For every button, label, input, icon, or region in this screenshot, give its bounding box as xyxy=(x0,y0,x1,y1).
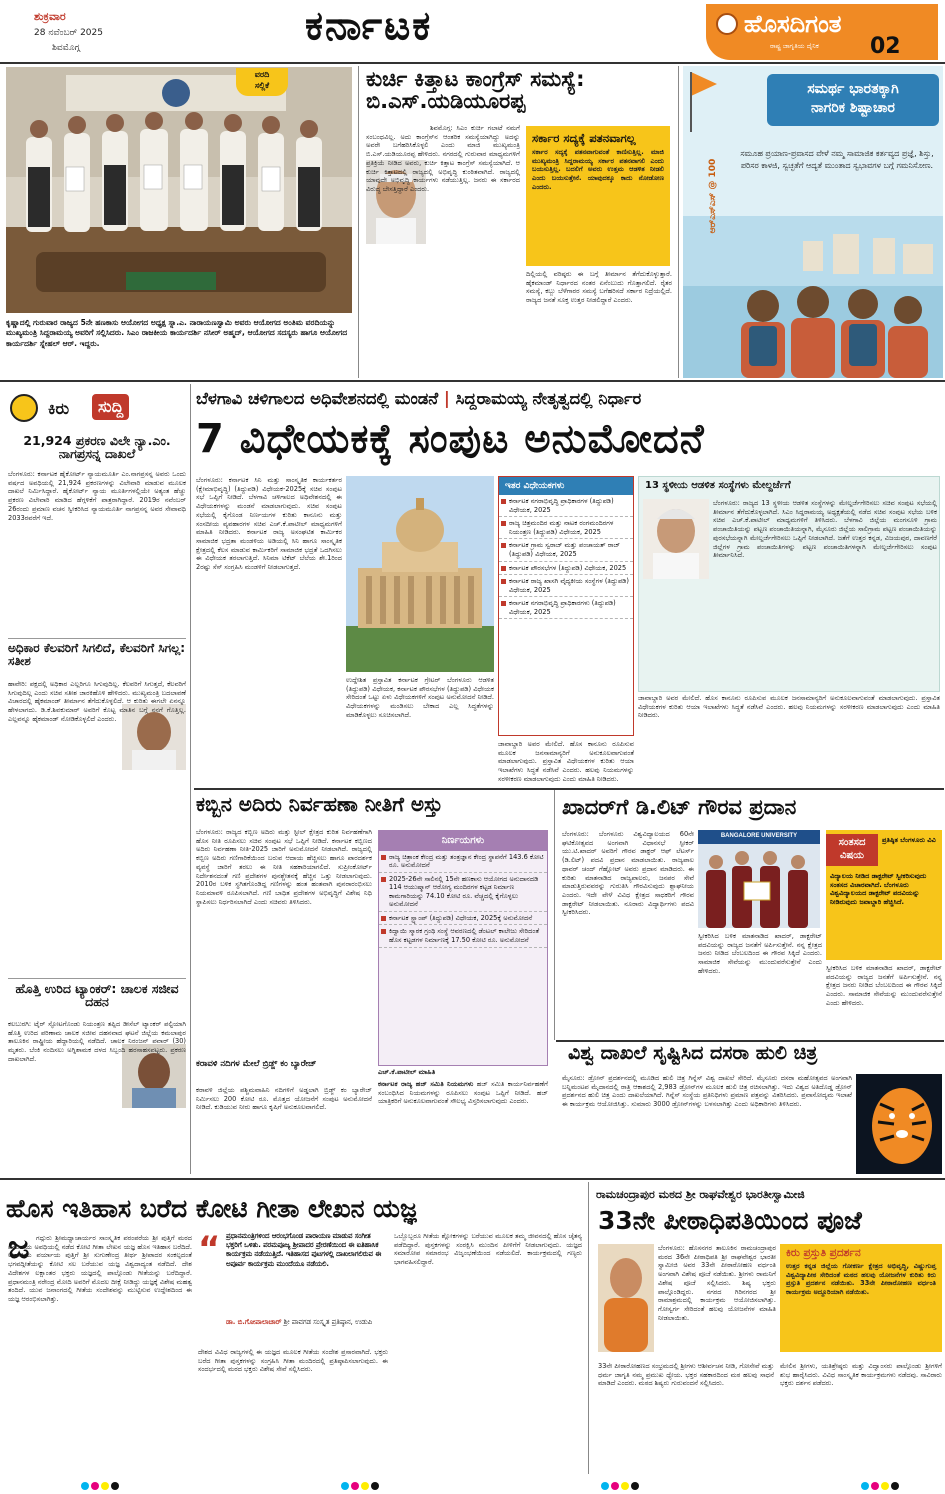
math-box-title: ಕಿರು ಪ್ರಸ್ತುತಿ ಪ್ರದರ್ಶನ xyxy=(786,1247,861,1259)
decisions-footer: ಎಚ್.ಕೆ.ಪಾಟೀಲ್ ಮಾಹಿತಿ xyxy=(378,1068,436,1076)
dasara-headline: ವಿಶ್ವ ದಾಖಲೆ ಸೃಷ್ಟಿಸಿದ ದಸರಾ ಹುಲಿ ಚಿತ್ರ xyxy=(568,1044,818,1064)
upgrade-continuation xyxy=(638,694,940,784)
kiru-news3-body: ಕಲಬುರಗಿ: ಟೈರ್ ಸ್ಫೋಟಗೊಂಡು ನಿಯಂತ್ರಣ ತಪ್ಪಿದ ಡೀಸೆಲ್ ಟ್ಯಾಂಕರ್ ಪಲ್ಟಿಯಾಗಿ ಹೊತ್ತಿ ಉರಿದ ಪರಿಣಾಮ ಚಾಲಕ ಸಜೀವ ದಹನವಾದ ಘಟನೆ ಜಿಲ್ಲೆಯ ಕಮಲಾಪುರ ತಾಲೂಕಿನ ರಾಷ್ಟ್ರೀಯ ಹೆದ್ದಾರಿಯಲ್ಲಿ ನಡೆದಿದೆ. ಚಾಲಕ ನಿರಂಜನ್ ಪವಾರ್ (30) ಮೃತರು. ಬೆಂಕಿ ನಂದಿಸಲು ಅಗ್ನಿಶಾಮಕ ದಳದ ಸಿಬ್ಬಂದಿ ಹರಸಾಹಸಪಟ್ಟರು. ಪ್ರಕರಣ ದಾಖಲಾಗಿದೆ. xyxy=(8,1020,186,1063)
report-badge-line2: ಸಲ್ಲಿಕೆ xyxy=(254,80,270,90)
kurchi-body-1: ಶಿವಮೊಗ್ಗ: ಸಿಎಂ ಕುರ್ಚಿ ಗಲಾಟೆ ನಮಗೆ ಸಂಬಂಧವಿಲ್ಲ. ಅದು ಕಾಂಗ್ರೆಸ್‌ನ ಆಂತರಿಕ ಸಮಸ್ಯೆಯಾಗಿದ್ದು ಅದನ್ನು ಅವರೇ ಬಗೆಹರಿಸಿಕೊಳ್ಳಲಿ ಎಂದು ಮಾಜಿ ಮುಖ್ಯಮಂತ್ರಿ ಬಿ.ಎಸ್.ಯಡಿಯೂರಪ್ಪ ಹೇಳಿದರು. ನಗರದಲ್ಲಿ ಗುರುವಾರ ಮಾಧ್ಯಮಗಳಿಗೆ ಪ್ರತಿಕ್ರಿಯೆ ನೀಡಿದ ಅವರು, ಕುರ್ಚಿ ಕಿತ್ತಾಟ ಕಾಂಗ್ರೆಸ್ ಸಮಸ್ಯೆಯಾಗಿದೆ. ಆ ಕುರ್ಚಿ ಕಿತ್ತಾಟದಲ್ಲಿ ರಾಜ್ಯದಲ್ಲಿ ಅಭಿವೃದ್ಧಿ ಕುಂಠಿತವಾಗಿದೆ. ರಾಜ್ಯದಲ್ಲಿ ಯಾವುದೇ ಅಭಿವೃದ್ಧಿ ಕಾರ್ಯಗಳು ನಡೆಯುತ್ತಿಲ್ಲ. ಜನರು ಈ ಸರ್ಕಾರದ ವಿರುದ್ಧ ಬೇಸತ್ತಿದ್ದಾರೆ ಎಂದರು. xyxy=(366,124,520,193)
dlit-box-title-l1: ಸಂತಸದ xyxy=(838,837,866,848)
kurchi-quote-body: ಸರ್ಕಾರ ಸದ್ಯಕ್ಕೆ ಪತನವಾಗುವಂತೆ ಕಾಣಿಸುತ್ತಿಲ್ಲ. ಮಾಜಿ ಮುಖ್ಯಮಂತ್ರಿ ಸಿದ್ದರಾಮಯ್ಯ ಸರ್ಕಾರ ಪತನವಾಗಲಿ ಎಂದು ಬಯಸುತ್ತಿಲ್ಲ. ಬದಲಿಗೆ ಅವರು ಉತ್ತಮ ಆಡಳಿತ ನೀಡಲಿ ಎಂದು ಬಯಸುತ್ತೇನೆ. ಯಾವುದಕ್ಕೂ ಕಾದು ನೋಡೋಣ ಎಂದರು. xyxy=(532,148,664,191)
gita-body-1: ಗದ್ಗುರು ಶ್ರೀಮಧ್ವಾಚಾರ್ಯರ ಸಾಂಸ್ಕೃತಿಕ ಪರಂಪರೆಯ ಶ್ರೀ ಪುತ್ತಿಗೆ ಮಠದ ಪರ್ಯಾಯ ಅವಧಿಯಲ್ಲಿ ನಡೆದ ಕೋಟಿ ಗೀತಾ ಲೇಖನ ಯಜ್ಞ ಹೊಸ ಇತಿಹಾಸ ಬರೆದಿದೆ. ಉಡುಪಿಯ ಪರ್ಯಾಯ ಪುತ್ತಿಗೆ ಶ್ರೀ ಸುಗುಣೇಂದ್ರ ತೀರ್ಥ ಶ್ರೀಪಾದರ ಸಂಕಲ್ಪದಂತೆ ಭಗವದ್ಗೀತೆಯನ್ನು ಕೋಟಿ ಸಲ ಬರೆಯುವ ಯಜ್ಞ ವಿಶ್ವದಾದ್ಯಂತ ನಡೆದಿದೆ. ದೇಶ ವಿದೇಶಗಳ ಲಕ್ಷಾಂತರ ಭಕ್ತರು ಯಜ್ಞದಲ್ಲಿ ಪಾಲ್ಗೊಂಡು ಗೀತೆಯನ್ನು ಬರೆದಿದ್ದಾರೆ. ಪ್ರಧಾನಮಂತ್ರಿ ನರೇಂದ್ರ ಮೋದಿ ಅವರಿಗೆ ಮೊದಲ ದೀಕ್ಷೆ ನೀಡಿದ್ದು ಯಜ್ಞಕ್ಕೆ ವಿಶೇಷ ಮಹತ್ವ ತಂದಿದೆ. ಯುವ ಜನಾಂಗದಲ್ಲಿ ಗೀತೆಯ ಸಂದೇಶವನ್ನು ಮುಟ್ಟಿಸುವ ಉದ್ದೇಶದಿಂದ ಈ ಯಜ್ಞ ಆರಂಭಿಸಲಾಗಿತ್ತು. xyxy=(8,1234,192,1303)
brand-block xyxy=(706,4,938,60)
masthead-day: ಶುಕ್ರವಾರ xyxy=(34,10,66,23)
kiru-news3-title: ಹೊತ್ತಿ ಉರಿದ ಟ್ಯಾಂಕರ್: ಚಾಲಕ ಸಜೀವ ದಹನ xyxy=(15,982,179,1010)
dasara-body: ಮೈಸೂರು: ಡ್ರೋನ್ ಪ್ರದರ್ಶನದಲ್ಲಿ ಮೂಡಿದ ಹುಲಿ ಚಿತ್ರ ಗಿನ್ನೆಸ್ ವಿಶ್ವ ದಾಖಲೆ ಸೇರಿದೆ. ಮೈಸೂರು ದಸರಾ ಮಹೋತ್ಸವದ ಅಂಗವಾಗಿ ಬನ್ನಿಮಂಟಪ ಮೈದಾನದಲ್ಲಿ ರಾತ್ರಿ ಆಕಾಶದಲ್ಲಿ 2,983 ಡ್ರೋನ್‌ಗಳ ಮೂಲಕ ಹುಲಿ ಚಿತ್ರ ರಚಿಸಲಾಗಿತ್ತು. ಇದು ವಿಶ್ವದ ಅತಿದೊಡ್ಡ ಡ್ರೋನ್ ಪ್ರದರ್ಶನದ ಹುಲಿ ಚಿತ್ರ ಎಂದು ದಾಖಲೆಯಾಗಿದೆ. ಗಿನ್ನೆಸ್ ಸಂಸ್ಥೆಯ ಪ್ರತಿನಿಧಿಗಳು ಪ್ರಮಾಣ ಪತ್ರವನ್ನು ವಿತರಿಸಿದರು. ಪ್ರವಾಸೋದ್ಯಮ ಇಲಾಖೆ ಈ ಕಾರ್ಯಕ್ರಮ ಆಯೋಜಿಸಿತ್ತು. ಸುಮಾರು 3000 ಡ್ರೋನ್‌ಗಳನ್ನು ಬಳಸಲಾಗಿತ್ತು ಎಂದು ಅಧಿಕಾರಿಗಳು ತಿಳಿಸಿದರು. xyxy=(562,1074,852,1109)
gita-quote-author-role: ಶ್ರೀ ಪಾವಗಡ ಸಂಸ್ಕೃತ ಪ್ರತಿಷ್ಠಾನ, ಉಡುಪಿ xyxy=(283,1318,373,1326)
campaign-title-box xyxy=(767,74,939,126)
report-badge-line1: ವರದಿ xyxy=(254,70,270,79)
photo-caption: ಕೃಷ್ಣಾದಲ್ಲಿ ಗುರುವಾರ ರಾಜ್ಯದ 5ನೇ ಹಣಕಾಸು ಆಯೋಗದ ಅಧ್ಯಕ್ಷ ಸ್ನಾ.ಎ. ನಾರಾಯಣಸ್ವಾಮಿ ಅವರು ಆಯೋಗದ ಅಂತಿಮ ವರದಿಯನ್ನು ಮುಖ್ಯಮಂತ್ರಿ ಸಿದ್ದರಾಮಯ್ಯ ಅವರಿಗೆ ಸಲ್ಲಿಸಿದರು. ಸಿಎಂ ರಾಜಕೀಯ ಕಾರ್ಯದರ್ಶಿ ನಸೀರ್ ಅಹ್ಮದ್, ಆಯೋಗದ ಸದಸ್ಯರು ಹಾಗೂ ಆಯೋಗದ ಕಾರ್ಯದರ್ಶಿ ಸ್ನೇಹಲ್ ಆರ್. ಇದ್ದರು. xyxy=(6,318,348,348)
other-bills-item: ಕರ್ನಾಟಕ ಪೌರಸಭೆಗಳ (ತಿದ್ದುಪಡಿ) ವಿಧೇಯಕ, 2025 xyxy=(499,562,633,576)
upgrade-body: ಬೆಂಗಳೂರು: ರಾಜ್ಯದ 13 ಸ್ಥಳೀಯ ಆಡಳಿತ ಸಂಸ್ಥೆಗಳನ್ನು ಮೇಲ್ದರ್ಜೆಗೇರಿಸಲು ಸಚಿವ ಸಂಪುಟ ಸಭೆಯಲ್ಲಿ ತೀರ್ಮಾನ ತೆಗೆದುಕೊಳ್ಳಲಾಗಿದೆ. ಸಿಎಂ ಸಿದ್ದರಾಮಯ್ಯ ಅಧ್ಯಕ್ಷತೆಯಲ್ಲಿ ನಡೆದ ಸಚಿವ ಸಂಪುಟ ಸಭೆಯ ಬಳಿಕ ಸಚಿವ ಎಚ್.ಕೆ.ಪಾಟೀಲ್ ಮಾಧ್ಯಮಗಳಿಗೆ ತಿಳಿಸಿದರು. ಬೆಳಗಾವಿ ಜಿಲ್ಲೆಯ ಮಂಗಸೂಳಿ ಗ್ರಾಮ ಪಂಚಾಯಿತಿಯನ್ನು ಪಟ್ಟಣ ಪಂಚಾಯಿತಿಯನ್ನಾಗಿ, ಮೈಸೂರು ಜಿಲ್ಲೆಯ ಸಾಲಿಗ್ರಾಮ ಪಟ್ಟಣ ಪಂಚಾಯಿತಿಯನ್ನು ಪುರಸಭೆಯನ್ನಾಗಿ ಮೇಲ್ದರ್ಜೆಗೇರಿಸಲು ಒಪ್ಪಿಗೆ ನೀಡಲಾಗಿದೆ. ಜತೆಗೆ ಉತ್ತರ ಕನ್ನಡ, ವಿಜಯಪುರ, ದಾವಣಗೆರೆ ಜಿಲ್ಲೆಗಳ ಗ್ರಾಮ ಪಂಚಾಯಿತಿಗಳನ್ನು ಪಟ್ಟಣ ಪಂಚಾಯಿತಿಗಳನ್ನಾಗಿ ಮೇಲ್ದರ್ಜೆಗೇರಿಸಲು ಸಂಪುಟ ತೀರ್ಮಾನಿಸಿದೆ. xyxy=(713,499,937,560)
campaign-side-label: ಆರ್‌ಎಸ್‌ಎಸ್ @ 100 xyxy=(707,158,718,234)
math-kicker: ರಾಮಚಂದ್ರಾಪುರ ಮಠದ ಶ್ರೀ ರಾಘವೇಶ್ವರ ಭಾರತೀಸ್ವಾಮೀಜಿ xyxy=(596,1188,805,1201)
other-bills-item: ಕರ್ನಾಟಕ ರಾಜ್ಯ ಖಾಸಗಿ ವೈದ್ಯಕೀಯ ಸಂಸ್ಥೆಗಳ (ತಿದ್ದುಪಡಿ) ವಿಧೇಯಕ, 2025 xyxy=(499,575,633,597)
report-badge xyxy=(236,68,288,96)
decisions-item: ರಾಜ್ಯ ಚಿತ್ರಾಂಕ ಕೇಂದ್ರ ಮತ್ತು ತಂತ್ರಜ್ಞಾನ ಕೇಂದ್ರ ಸ್ಥಾಪನೆಗೆ 143.6 ಕೋಟಿ ರೂ. ಅನುಮೋದನೆ xyxy=(379,851,547,873)
other-bills-item: ರಾಜ್ಯ ಚಿತ್ರಮಂದಿರ ಮತ್ತು ನಾಟಕ ರಂಗಮಂದಿರಗಳ ನಿಯಂತ್ರಣ (ತಿದ್ದುಪಡಿ) ವಿಧೇಯಕ, 2025 xyxy=(499,517,633,539)
kurchi-body-3: ದಿಲ್ಲಿಯಲ್ಲಿ ವರಿಷ್ಠರು ಈ ಬಗ್ಗೆ ತೀರ್ಮಾನ ತೆಗೆದುಕೊಳ್ಳುತ್ತಾರೆ. ಹೈಕಮಾಂಡ್ ನಿರ್ಧಾರದ ನಂತರ ಏನೆಂಬುದು ಗೊತ್ತಾಗಲಿದೆ. ರೈತರ ಸಮಸ್ಯೆ, ಕಬ್ಬು ಬೆಳೆಗಾರರ ಸಮಸ್ಯೆ ಬಗೆಹರಿಸದೆ ಸರ್ಕಾರ ನಿದ್ರೆಯಲ್ಲಿದೆ. ರಾಜ್ಯದ ಜನತೆ ಸೂಕ್ತ ಉತ್ತರ ನೀಡಲಿದ್ದಾರೆ ಎಂದರು. xyxy=(526,270,672,305)
haj-block xyxy=(378,1080,548,1172)
cabinet-body-3: ಜಾವಾಬ್ದಾರಿ ಅವರ ಮೇಲಿದೆ. ಹೊಸ ಕಾನೂನು ರೂಪಿಸುವ ಮೂಲಕ ಜನಸಾಮಾನ್ಯರಿಗೆ ಅನುಕೂಲವಾಗುವಂತೆ ಮಾಡಲಾಗುವುದು. ಪ್ರಸ್ತಾವಿತ ವಿಧೇಯಕಗಳ ಕುರಿತು ಆಯಾ ಇಲಾಖೆಗಳು ಸಿದ್ಧತೆ ನಡೆಸಿವೆ ಎಂದರು. ಹಲವು ನಿಯಮಗಳನ್ನು ಸರಳೀಕರಣ ಮಾಡಲಾಗುವುದು ಎಂದು ಮಾಹಿತಿ ನೀಡಿದರು. xyxy=(498,740,634,783)
section-title: ಕರ್ನಾಟಕ xyxy=(305,3,433,49)
gita-body-3: ಒಬ್ಬೊಬ್ಬರೂ ಗೀತೆಯ ಶ್ಲೋಕಗಳನ್ನು ಬರೆಯುವ ಮೂಲಕ ತಮ್ಮ ಜೀವನದಲ್ಲಿ ಹೊಸ ಚೈತನ್ಯ ಪಡೆದಿದ್ದಾರೆ. ಪುಸ್ತಕಗಳನ್ನು ಸಂರಕ್ಷಿಸಿ ಮುಂದಿನ ಪೀಳಿಗೆಗೆ ನೀಡಲಾಗುವುದು. ಯಜ್ಞದ ಸಮಾರೋಪ ಸಮಾರಂಭ ವಿಜೃಂಭಣೆಯಿಂದ ನಡೆಯಲಿದೆ. ಕಾರ್ಯಕ್ರಮದಲ್ಲಿ ಗಣ್ಯರು ಭಾಗವಹಿಸಲಿದ್ದಾರೆ. xyxy=(394,1232,582,1267)
gita-body-2: ದೇಶದ ವಿವಿಧ ರಾಜ್ಯಗಳಲ್ಲಿ ಈ ಯಜ್ಞದ ಮೂಲಕ ಗೀತೆಯ ಸಂದೇಶ ಪ್ರಸಾರವಾಗಿದೆ. ಭಕ್ತರು ಬರೆದ ಗೀತಾ ಪುಸ್ತಕಗಳನ್ನು ಸಂಗ್ರಹಿಸಿ ಗೀತಾ ಮಂದಿರದಲ್ಲಿ ಪ್ರತಿಷ್ಠಾಪಿಸಲಾಗುವುದು. ಈ ಸಂದರ್ಭದಲ್ಲಿ ಮಠದ ಭಕ್ತರು ವಿಶೇಷ ಸೇವೆ ಸಲ್ಲಿಸಿದರು. xyxy=(198,1348,388,1374)
megaphone-icon xyxy=(10,394,38,422)
dlit-body-3-text: ಸ್ವೀಕರಿಸಿದ ಬಳಿಕ ಮಾತನಾಡಿದ ಖಾದರ್, ಡಾಕ್ಟರೇಟ್ ಪದವಿಯನ್ನು ರಾಜ್ಯದ ಜನತೆಗೆ ಅರ್ಪಿಸುತ್ತೇನೆ. ನನ್ನ ಕ್ಷೇತ್ರದ ಜನರು ನೀಡಿದ ಬೆಂಬಲದಿಂದ ಈ ಗೌರವ ಸಿಕ್ಕಿದೆ ಎಂದರು. ಸಾಮಾಜಿಕ ಸೇವೆಯನ್ನು ಮುಂದುವರೆಸುತ್ತೇನೆ ಎಂದು ಹೇಳಿದರು. xyxy=(826,964,942,1007)
dlit-ceremony-photo xyxy=(698,830,820,928)
math-body-3: ಮೇಲಿನ ಶ್ರೀಗಳು, ಯತಿಶ್ರೇಷ್ಠರು ಮತ್ತು ವಿದ್ವಾಂಸರು ಪಾಲ್ಗೊಂಡು ಶ್ರೀಗಳಿಗೆ ಶುಭ ಹಾರೈಸಿದರು. ವಿವಿಧ ಸಾಂಸ್ಕೃತಿಕ ಕಾರ್ಯಕ್ರಮಗಳು ನಡೆದವು. ಸಾವಿರಾರು ಭಕ್ತರು ದರ್ಶನ ಪಡೆದರು. xyxy=(780,1362,942,1388)
math-body-1: ಬೆಂಗಳೂರು: ಹೊಸನಗರ ತಾಲೂಕಿನ ರಾಮಚಂದ್ರಾಪುರ ಮಠದ 36ನೇ ಪೀಠಾಧಿಪತಿ ಶ್ರೀ ರಾಘವೇಶ್ವರ ಭಾರತೀ ಸ್ವಾಮೀಜಿ ಅವರ 33ನೇ ಪೀಠಾರೋಹಣ ವರ್ಧಂತಿ ಅಂಗವಾಗಿ ವಿಶೇಷ ಪೂಜೆ ನಡೆಯಿತು. ಶ್ರೀಗಳು ರಾಮನಿಗೆ ವಿಶೇಷ ಪೂಜೆ ಸಲ್ಲಿಸಿದರು. ಶಿಷ್ಯ ಭಕ್ತರು ಪಾಲ್ಗೊಂಡಿದ್ದರು. ನಗರದ ಗಿರಿನಗರದ ಶ್ರೀ ರಾಮಾಶ್ರಮದಲ್ಲಿ ಕಾರ್ಯಕ್ರಮ ಆಯೋಜಿಸಲಾಗಿತ್ತು. ಗೋಸ್ವರ್ಗ ಸೇರಿದಂತೆ ಹಲವು ಯೋಜನೆಗಳ ಮಾಹಿತಿ ನೀಡಲಾಯಿತು. xyxy=(658,1244,776,1322)
upgrade-title: 13 ಸ್ಥಳೀಯ ಆಡಳಿತ ಸಂಸ್ಥೆಗಳು ಮೇಲ್ದರ್ಜೆಗೆ xyxy=(645,480,791,491)
kabbina-body: ಬೆಂಗಳೂರು: ರಾಜ್ಯದ ಕಬ್ಬಿಣ ಅದಿರು ಮತ್ತು ಸ್ಟೀಲ್ ಕ್ಷೇತ್ರದ ಕುರಿತ ನಿರ್ವಹಣೆಗಾಗಿ ಹೊಸ ನೀತಿ ರೂಪಿಸಲು ಸಚಿವ ಸಂಪುಟ ಸಭೆ ಒಪ್ಪಿಗೆ ನೀಡಿದೆ. ಕರ್ನಾಟಕ ಕಬ್ಬಿಣದ ಅದಿರು ನಿರ್ವಹಣಾ ನೀತಿ-2025 ಜಾರಿಗೆ ಅನುಮೋದನೆ ನೀಡಲಾಗಿದೆ. ರಾಜ್ಯದಲ್ಲಿ ಕಬ್ಬಿಣ ಅದಿರು ಗಣಿಗಾರಿಕೆಯಿಂದ ಬರುವ ಆದಾಯ ಹೆಚ್ಚಿಸಲು ಹಾಗೂ ಪಾರದರ್ಶಕ ವ್ಯವಸ್ಥೆ ಜಾರಿಗೆ ತರಲು ಈ ನೀತಿ ಸಹಕಾರಿಯಾಗಲಿದೆ. ಸುಪ್ರೀಂಕೋರ್ಟ್ ನಿರ್ದೇಶನದಂತೆ ಗಣಿ ಪ್ರದೇಶಗಳ ಪುನಶ್ಚೇತನಕ್ಕೆ ಹೆಚ್ಚಿನ ಒತ್ತು ನೀಡಲಾಗುವುದು. 2010ರ ಬಳಿಕ ಸ್ಥಗಿತಗೊಂಡಿದ್ದ ಗಣಿಗಳನ್ನು ಹಂತ ಹಂತವಾಗಿ ಪುನರಾರಂಭಿಸಲು ನಿಯಮಾವಳಿ ರೂಪಿಸಲಾಗಿದೆ. ಗಣಿ ಬಾಧಿತ ಪ್ರದೇಶಗಳ ಅಭಿವೃದ್ಧಿಗೆ ವಿಶೇಷ ನಿಧಿ ಸ್ಥಾಪಿಸಲು ನಿರ್ಧರಿಸಲಾಗಿದೆ ಎಂದು ಸಚಿವರು ತಿಳಿಸಿದರು. xyxy=(196,828,372,906)
dlit-body-2: ಸ್ವೀಕರಿಸಿದ ಬಳಿಕ ಮಾತನಾಡಿದ ಖಾದರ್, ಡಾಕ್ಟರೇಟ್ ಪದವಿಯನ್ನು ರಾಜ್ಯದ ಜನತೆಗೆ ಅರ್ಪಿಸುತ್ತೇನೆ. ನನ್ನ ಕ್ಷೇತ್ರದ ಜನರು ನೀಡಿದ ಬೆಂಬಲದಿಂದ ಈ ಗೌರವ ಸಿಕ್ಕಿದೆ ಎಂದರು. ಸಾಮಾಜಿಕ ಸೇವೆಯನ್ನು ಮುಂದುವರೆಸುತ್ತೇನೆ ಎಂದು ಹೇಳಿದರು. xyxy=(698,932,822,975)
other-bills-item: ಕರ್ನಾಟಕ ನಗರಾಭಿವೃದ್ಧಿ ಪ್ರಾಧಿಕಾರಗಳ (ತಿದ್ದುಪಡಿ) ವಿಧೇಯಕ, 2025 xyxy=(499,495,633,517)
other-bills-item: ಕರ್ನಾಟಕ ಗ್ರಾಮ ಸ್ವರಾಜ್ ಮತ್ತು ಪಂಚಾಯತ್ ರಾಜ್ (ತಿದ್ದುಪಡಿ) ವಿಧೇಯಕ, 2025 xyxy=(499,539,633,561)
hk-patil-photo xyxy=(643,499,709,579)
math-body-2: 33ನೇ ಪೀಠಾರೋಹಣದ ಸಂಭ್ರಮದಲ್ಲಿ ಶ್ರೀಗಳು ಆಶೀರ್ವಚನ ನೀಡಿ, ಗೋಸೇವೆ ಮತ್ತು ಧರ್ಮ ಜಾಗೃತಿ ನಮ್ಮ ಪ್ರಮುಖ ಧ್ಯೇಯ. ಭಕ್ತರ ಸಹಕಾರದಿಂದ ಮಠ ಹಲವು ಸಾಧನೆ ಮಾಡಿದೆ ಎಂದರು. ಮಠದ ಶಿಷ್ಯರು ಗುರುವಂದನೆ ಸಲ್ಲಿಸಿದರು. xyxy=(598,1362,774,1388)
other-bills-panel xyxy=(498,476,634,736)
gita-quote-author-name: ಡಾ. ಬಿ.ಗೋಪಾಲಾಚಾರ್ xyxy=(226,1318,282,1326)
dlit-box-text: ವಿದ್ಯಾಲಯ ನೀಡಿದ ಡಾಕ್ಟರೇಟ್ ಸ್ವೀಕರಿಸುವುದು ಸಂತಸದ ವಿಚಾರವಾಗಿದೆ. ಬೆಂಗಳೂರು ವಿಶ್ವವಿದ್ಯಾಲಯದ ಡಾಕ್ಟರೇಟ್ ಪದವಿಯನ್ನು ನೀಡಿರುವುದು ಜವಾಬ್ದಾರಿ ಹೆಚ್ಚಿಸಿದೆ. xyxy=(830,872,927,907)
kiru-news1-title: 21,924 ಪ್ರಕರಣ ವಿಲೇ ನ್ಯಾ.ಎಂ. ನಾಗಪ್ರಸನ್ನ ದಾಖಲೆ xyxy=(23,434,171,462)
decisions-list xyxy=(379,851,547,948)
barrage-title: ಕರಾವಳಿ ನದಿಗಳ ಮೇಲೆ ಬ್ರಿಡ್ಜ್ ಕಂ ಬ್ಯಾರೇಜ್ xyxy=(196,1060,317,1069)
cabinet-headline: 7 ವಿಧೇಯಕಕ್ಕೆ ಸಂಪುಟ ಅನುಮೋದನೆ xyxy=(196,418,705,462)
kiru-logo-word2: ಸುದ್ದಿ xyxy=(92,394,129,420)
vidhana-soudha-photo xyxy=(346,476,494,672)
other-bills-list xyxy=(499,495,633,619)
haj-title: ಕರ್ನಾಟಕ ರಾಜ್ಯ ಹಜ್ ಸಮಿತಿ ನಿಯಮಗಳು xyxy=(378,1080,474,1088)
cabinet-kicker: ಬೆಳಗಾವಿ ಚಳಿಗಾಲದ ಅಧಿವೇಶನದಲ್ಲಿ ಮಂಡನೆ | ಸಿದ್ದರಾಮಯ್ಯ ನೇತೃತ್ವದಲ್ಲಿ ನಿರ್ಧಾರ xyxy=(196,389,642,408)
campaign-title-line1: ಸಮರ್ಥ ಭಾರತಕ್ಕಾಗಿ xyxy=(807,81,899,97)
dlit-stage-banner: BANGALORE UNIVERSITY xyxy=(720,833,798,839)
paper-name: ಹೊಸದಿಗಂತ xyxy=(744,10,842,38)
upgrade-panel xyxy=(638,476,940,692)
kurchi-headline: ಕುರ್ಚಿ ಕಿತ್ತಾಟ ಕಾಂಗ್ರೆಸ್ ಸಮಸ್ಯೆ: ಬಿ.ಎಸ್.ಯಡಿಯೂರಪ್ಪ xyxy=(366,68,585,114)
gita-quote-text: ಪ್ರಧಾನಮಂತ್ರಿಗಳಿಂದ ಆರಂಭಗೊಂಡ ಪಾರಾಯಣ ಮಾಡುವ ಸಂಗೀತ ಭಕ್ತರಿಗೆ ಒಳಿತು. ಪರಮಪೂಜ್ಯ ಶ್ರೀಪಾದರ ಪ್ರೇರಣೆಯಿಂದ ಈ ಐತಿಹಾಸಿಕ ಕಾರ್ಯಕ್ರಮ ನಡೆಯುತ್ತಿದೆ. ಇತಿಹಾಸದ ಪುಟಗಳಲ್ಲಿ ದಾಖಲಾಗಲಿರುವ ಈ ಅಪೂರ್ವ ಕಾರ್ಯಕ್ರಮ ಮುಂದೆಯೂ ನಡೆಯಲಿ. xyxy=(226,1232,382,1268)
decisions-item: ಕರ್ನಾಟಕ ಸ್ಟ್ಯಾಂಪ್ (ತಿದ್ದುಪಡಿ) ವಿಧೇಯಕ, 2025ಕ್ಕೆ ಅನುಮೋದನೆ xyxy=(379,912,547,926)
swamiji-photo xyxy=(598,1244,654,1352)
math-presentation-box xyxy=(780,1244,942,1352)
gita-dropcap: ಜ xyxy=(8,1232,30,1262)
decisions-title: ನಿರ್ಣಯಗಳು xyxy=(379,831,547,851)
campaign-title-line2: ನಾಗರಿಕ ಶಿಷ್ಟಾಚಾರ xyxy=(811,99,895,116)
decisions-item: ಕಿದ್ವಾಯಿ ಸ್ಮಾರಕ ಗ್ರಂಥಿ ಸಂಸ್ಥೆ ಆವರಣದಲ್ಲಿ ಡೆಂಟಲ್ ಕಾಲೇಜು ಸೇರಿದಂತೆ ಹೊಸ ಕಟ್ಟಡಗಳ ನಿರ್ಮಾಣಕ್ಕೆ 17.50 ಕೋಟಿ ರೂ. ಅನುಮೋದನೆ xyxy=(379,925,547,947)
masthead-city: ಶಿವಮೊಗ್ಗ xyxy=(52,43,80,53)
cabinet-kicker-left: ಬೆಳಗಾವಿ ಚಳಿಗಾಲದ ಅಧಿವೇಶನದಲ್ಲಿ ಮಂಡನೆ xyxy=(196,389,439,408)
cabinet-body-1: ಬೆಂಗಳೂರು: ಕರ್ನಾಟಕ ಸಿನಿ ಮತ್ತು ಸಾಂಸ್ಕೃತಿಕ ಕಾರ್ಯಕರ್ತರ (ಕ್ಷೇಮಾಭಿವೃದ್ಧಿ) (ತಿದ್ದುಪಡಿ) ವಿಧೇಯಕ-2025ಕ್ಕೆ ಸಚಿವ ಸಂಪುಟ ಸಭೆ ಒಪ್ಪಿಗೆ ನೀಡಿದೆ. ಬೆಳಗಾವಿ ಚಳಿಗಾಲದ ಅಧಿವೇಶನದಲ್ಲಿ ಈ ವಿಧೇಯಕಗಳನ್ನು ಮಂಡನೆ ಮಾಡಲಾಗುವುದು. ಸಚಿವ ಸಂಪುಟ ಸಭೆಯಲ್ಲಿ ಕೈಗೊಂಡ ನಿರ್ಣಯಗಳ ಕುರಿತು ಕಾನೂನು ಮತ್ತು ಸಂಸದೀಯ ವ್ಯವಹಾರಗಳ ಸಚಿವ ಎಚ್.ಕೆ.ಪಾಟೀಲ್ ಮಾಧ್ಯಮಗಳಿಗೆ ಮಾಹಿತಿ ನೀಡಿದರು. ಕರ್ನಾಟಕ ರಾಜ್ಯ ಅಸಂಘಟಿತ ಕಾರ್ಮಿಕರ ಸಾಮಾಜಿಕ ಭದ್ರತಾ ಮಂಡಳಿಯ ಅಡಿಯಲ್ಲಿ ಸಿನಿ ಹಾಗೂ ಸಾಂಸ್ಕೃತಿಕ ಕ್ಷೇತ್ರದಲ್ಲಿ ಕೆಲಸ ಮಾಡುವ ಕಾರ್ಮಿಕರಿಗೆ ಸಾಮಾಜಿಕ ಭದ್ರತೆ ಒದಗಿಸಲು ಈ ವಿಧೇಯಕ ತರಲಾಗುತ್ತಿದೆ. ಸಿನಿಮಾ ಟಿಕೆಟ್ ಬೆಲೆಯ ಶೇ.1ರಿಂದ 2ರಷ್ಟು ಸೆಸ್ ಸಂಗ್ರಹಿಸಿ ಮಂಡಳಿಗೆ ನೀಡಲಾಗುತ್ತದೆ. xyxy=(196,476,342,572)
dlit-body: ಬೆಂಗಳೂರು: ಬೆಂಗಳೂರು ವಿಶ್ವವಿದ್ಯಾಲಯದ 60ನೇ ಘಟಿಕೋತ್ಸವದ ಅಂಗವಾಗಿ ವಿಧಾನಸಭೆ ಸ್ಪೀಕರ್ ಯು.ಟಿ.ಖಾದರ್ ಅವರಿಗೆ ಗೌರವ ಡಾಕ್ಟರ್ ಆಫ್ ಲೆಟರ್ಸ್ (ಡಿ.ಲಿಟ್) ಪದವಿ ಪ್ರದಾನ ಮಾಡಲಾಯಿತು. ರಾಜ್ಯಪಾಲ ಥಾವರ್ ಚಂದ್ ಗೆಹ್ಲೋಟ್ ಅವರು ಪ್ರದಾನ ಮಾಡಿದರು. ಈ ಕುರಿತು ಮಾತನಾಡಿದ ರಾಜ್ಯಪಾಲರು, ಜನಪರ ಸೇವೆ ಮಾಡುತ್ತಿರುವವರನ್ನು ಗುರುತಿಸಿ ಗೌರವಿಸುವುದು ಶ್ಲಾಘನೀಯ ಎಂದರು. ಇದೇ ವೇಳೆ ವಿವಿಧ ಕ್ಷೇತ್ರದ ಸಾಧಕರಿಗೆ ಗೌರವ ಡಾಕ್ಟರೇಟ್ ನೀಡಲಾಯಿತು. ನೂರಾರು ವಿದ್ಯಾರ್ಥಿಗಳು ಪದವಿ ಸ್ವೀಕರಿಸಿದರು. xyxy=(562,830,694,917)
page-number: 02 xyxy=(870,34,901,59)
cabinet-kicker-right: ಸಿದ್ದರಾಮಯ್ಯ ನೇತೃತ್ವದಲ್ಲಿ ನಿರ್ಧಾರ xyxy=(455,389,642,408)
barrage-body: ಕರಾವಳಿ ಜಿಲ್ಲೆಯ ಪಶ್ಚಿಮವಾಹಿನಿ ನದಿಗಳಿಗೆ ಅಡ್ಡಲಾಗಿ ಬ್ರಿಡ್ಜ್ ಕಂ ಬ್ಯಾರೇಜ್ ನಿರ್ಮಿಸಲು 200 ಕೋಟಿ ರೂ. ಮೊತ್ತದ ಯೋಜನೆಗೆ ಸಂಪುಟ ಅನುಮೋದನೆ ನೀಡಿದೆ. ಕುಡಿಯುವ ನೀರು ಹಾಗೂ ಕೃಷಿಗೆ ಅನುಕೂಲವಾಗಲಿದೆ. xyxy=(196,1086,372,1112)
kurchi-quote-box xyxy=(526,126,670,266)
kurchi-quote-title: ಸರ್ಕಾರ ಸದ್ಯಕ್ಕೆ ಪತನವಾಗಲ್ಲ xyxy=(532,131,636,145)
dlit-headline: ಖಾದರ್‌ಗೆ ಡಿ.ಲಿಟ್ ಗೌರವ ಪ್ರದಾನ xyxy=(562,796,797,819)
dlit-box-title-l2: ವಿಷಯ xyxy=(840,850,864,861)
gita-quote xyxy=(198,1232,388,1344)
kiru-suddi-logo xyxy=(8,388,142,428)
gita-headline: ಹೊಸ ಇತಿಹಾಸ ಬರೆದ ಕೋಟಿ ಗೀತಾ ಲೇಖನ ಯಜ್ಞ xyxy=(6,1196,417,1223)
haj-body: ಹಜ್ ಸಮಿತಿ ಕಾರ್ಯನಿರ್ವಹಣೆಗೆ ಸಂಬಂಧಿಸಿದ ನಿಯಮಗಳನ್ನು ರೂಪಿಸಲು ಸಂಪುಟ ಒಪ್ಪಿಗೆ ನೀಡಿದೆ. ಹಜ್ ಯಾತ್ರಿಕರಿಗೆ ಅನುಕೂಲವಾಗುವಂತೆ ಸೌಲಭ್ಯ ವಿಸ್ತರಿಸಲಾಗುವುದು ಎಂದರು. xyxy=(378,1080,548,1106)
gita-quote-author xyxy=(226,1318,386,1327)
campaign-text: ಸಮೂಹ ಪ್ರಯಾಣ-ಪ್ರವಾಸದ ವೇಳೆ ನಮ್ಮ ಸಾಮಾಜಿಕ ಕರ್ತವ್ಯದ ಪ್ರಜ್ಞೆ, ಶಿಸ್ತು, ಪರಿಸರ ಕಾಳಜಿ, ಸ್ವಚ್ಛತೆಗೆ ಆದ್ಯತೆ ಮುಂತಾದ ಸ್ವಭಾವಗಳ ಬಗ್ಗೆ ಗಮನಿಸೋಣ. xyxy=(740,149,934,170)
dlit-box-side: ಪ್ರತಿಷ್ಠಿತ ಬೆಂಗಳೂರು ವಿವಿ xyxy=(882,836,936,844)
dlit-body-3 xyxy=(826,964,942,1036)
print-registration-marks xyxy=(0,1480,945,1494)
decisions-panel xyxy=(378,830,548,1066)
masthead-date: 28 ನವೆಂಬರ್ 2025 xyxy=(34,28,103,38)
kabbina-headline: ಕಬ್ಬಿನ ಅದಿರು ನಿರ್ವಹಣಾ ನೀತಿಗೆ ಅಸ್ತು xyxy=(196,794,443,816)
brand-emblem-icon xyxy=(716,13,738,35)
math-headline: 33ನೇ ಪೀಠಾಧಿಪತಿಯಿಂದ ಪೂಜೆ xyxy=(598,1208,862,1235)
masthead xyxy=(0,0,945,62)
kiru-news2-body: ಹಾವೇರಿ: ಪಕ್ಷದಲ್ಲಿ ಅಧಿಕಾರ ಎಲ್ಲರಿಗೂ ಸಿಗುವುದಿಲ್ಲ. ಕೆಲವರಿಗೆ ಸಿಗುತ್ತದೆ, ಕೆಲವರಿಗೆ ಸಿಗುವುದಿಲ್ಲ ಎಂದು ಸಚಿವ ಸತೀಶ ಜಾರಕಿಹೊಳಿ ಹೇಳಿದರು. ಮುಖ್ಯಮಂತ್ರಿ ಬದಲಾವಣೆ ವಿಚಾರದಲ್ಲಿ ಹೈಕಮಾಂಡ್ ತೀರ್ಮಾನ ತೆಗೆದುಕೊಳ್ಳಲಿದೆ. ಆ ಕುರಿತು ಈಗಲೇ ಏನನ್ನೂ ಹೇಳಲಾಗದು. ಡಿ.ಕೆ.ಶಿವಕುಮಾರ್ ಅವರಿಗೆ ಕೊಟ್ಟ ಮಾತಿನ ಬಗ್ಗೆ ನನಗೆ ಗೊತ್ತಿಲ್ಲ. ಎಲ್ಲವನ್ನೂ ಹೈಕಮಾಂಡ್ ನೋಡಿಕೊಳ್ಳಲಿದೆ ಎಂದರು. xyxy=(8,680,186,723)
decisions-item: 2025-26ನೇ ಸಾಲಿನಲ್ಲಿ 15ನೇ ಹಣಕಾಸು ಆಯೋಗದ ಅನುದಾನದಡಿ 114 ಆಯುಷ್ಮಾನ್ ಆರೋಗ್ಯ ಮಂದಿರಗಳ ಕಟ್ಟಡ ನಿರ್ಮಾಣ ಕಾಮಗಾರಿಯನ್ನು 74.10 ಕೋಟಿ ರೂ. ವೆಚ್ಚದಲ್ಲಿ ಕೈಗೊಳ್ಳಲು ಅನುಮೋದನೆ xyxy=(379,873,547,912)
kiru-news1-body: ಬೆಂಗಳೂರು: ಕರ್ನಾಟಕ ಹೈಕೋರ್ಟ್ ನ್ಯಾಯಮೂರ್ತಿ ಎಂ.ನಾಗಪ್ರಸನ್ನ ಅವರು ಒಂದು ವರ್ಷದ ಅವಧಿಯಲ್ಲಿ 21,924 ಪ್ರಕರಣಗಳನ್ನು ವಿಲೇವಾರಿ ಮಾಡುವ ಮೂಲಕ ದಾಖಲೆ ನಿರ್ಮಿಸಿದ್ದಾರೆ. ಹೈಕೋರ್ಟ್ ನ್ಯಾಯ ಮೂರ್ತಿಗಳಲ್ಲಿಯೇ ಅತ್ಯಂತ ಹೆಚ್ಚು ಪ್ರಕರಣ ವಿಲೇವಾರಿ ಮಾಡಿದ ಹೆಗ್ಗಳಿಕೆಗೆ ಪಾತ್ರರಾಗಿದ್ದಾರೆ. 2019ರ ನವೆಂಬರ್ 26ರಂದು ಪ್ರಮಾಣ ವಚನ ಸ್ವೀಕರಿಸಿದ ನ್ಯಾಯಮೂರ್ತಿ ನಾಗಪ್ರಸನ್ನ ಅವರ ಸೇವಾವಧಿ 2033ರವರೆಗೆ ಇದೆ. xyxy=(8,470,186,522)
cabinet-body-2: ಉದ್ದೇಶಿತ ಪ್ರಸ್ತಾವಿತ ಕರ್ನಾಟಕ ಗ್ರೇಟರ್ ಬೆಂಗಳೂರು ಆಡಳಿತ (ತಿದ್ದುಪಡಿ) ವಿಧೇಯಕ, ಕರ್ನಾಟಕ ಪೌರಸಭೆಗಳ (ತಿದ್ದುಪಡಿ) ವಿಧೇಯಕ ಸೇರಿದಂತೆ ಒಟ್ಟು ಏಳು ವಿಧೇಯಕಗಳಿಗೆ ಸಂಪುಟ ಅನುಮೋದನೆ ನೀಡಿದೆ. ವಿಧೇಯಕಗಳನ್ನು ಮಂಡಿಸಲು ಬೇಕಾದ ಎಲ್ಲ ಸಿದ್ಧತೆಗಳನ್ನು ಮಾಡಿಕೊಳ್ಳಲು ಸೂಚಿಸಲಾಗಿದೆ. xyxy=(346,676,494,719)
kiru-logo-word1: ಕಿರು xyxy=(48,399,70,418)
dlit-box-title xyxy=(826,834,878,866)
campaign-panel xyxy=(683,66,943,378)
math-box-body: ಉತ್ತರ ಕನ್ನಡ ಜಿಲ್ಲೆಯ ಗೋಕರ್ಣ ಕ್ಷೇತ್ರದ ಅಭಿವೃದ್ಧಿ, ವಿಷ್ಣುಗುಪ್ತ ವಿಶ್ವವಿದ್ಯಾಪೀಠ ಸೇರಿದಂತೆ ಮಠದ ಹಲವು ಯೋಜನೆಗಳ ಕುರಿತು ಕಿರು ಪ್ರಸ್ತುತಿ ಪ್ರದರ್ಶನ ನಡೆಯಿತು. 33ನೇ ಪೀಠಾರೋಹಣ ವರ್ಧಂತಿ ಕಾರ್ಯಕ್ರಮ ಅದ್ದೂರಿಯಾಗಿ ನಡೆಯಿತು. xyxy=(786,1262,936,1297)
dlit-quote-box xyxy=(826,830,942,960)
kiru-news2-title: ಅಧಿಕಾರ ಕೆಲವರಿಗೆ ಸಿಗಲಿದೆ, ಕೆಲವರಿಗೆ ಸಿಗಲ್ಲ: ಸತೀಶ xyxy=(8,642,186,668)
quote-icon: “ xyxy=(198,1232,221,1269)
other-bills-title: ಇತರ ವಿಧೇಯಕಗಳು xyxy=(499,477,633,495)
paper-tagline: ರಾಷ್ಟ್ರ ಜಾಗೃತಿಯ ದೈನಿಕ xyxy=(770,42,819,50)
other-bills-item: ಕರ್ನಾಟಕ ನಗರಾಭಿವೃದ್ಧಿ ಪ್ರಾಧಿಕಾರಗಳು (ತಿದ್ದುಪಡಿ) ವಿಧೇಯಕ, 2025 xyxy=(499,597,633,619)
upgrade-continuation-text: ಜಾವಾಬ್ದಾರಿ ಅವರ ಮೇಲಿದೆ. ಹೊಸ ಕಾನೂನು ರೂಪಿಸುವ ಮೂಲಕ ಜನಸಾಮಾನ್ಯರಿಗೆ ಅನುಕೂಲವಾಗುವಂತೆ ಮಾಡಲಾಗುವುದು. ಪ್ರಸ್ತಾವಿತ ವಿಧೇಯಕಗಳ ಕುರಿತು ಆಯಾ ಇಲಾಖೆಗಳು ಸಿದ್ಧತೆ ನಡೆಸಿವೆ ಎಂದರು. ಹಲವು ನಿಯಮಗಳನ್ನು ಸರಳೀಕರಣ ಮಾಡಲಾಗುವುದು ಎಂದು ಮಾಹಿತಿ ನೀಡಿದರು. xyxy=(638,694,940,720)
drone-tiger-photo xyxy=(856,1074,942,1174)
report-submission-photo xyxy=(6,67,352,313)
